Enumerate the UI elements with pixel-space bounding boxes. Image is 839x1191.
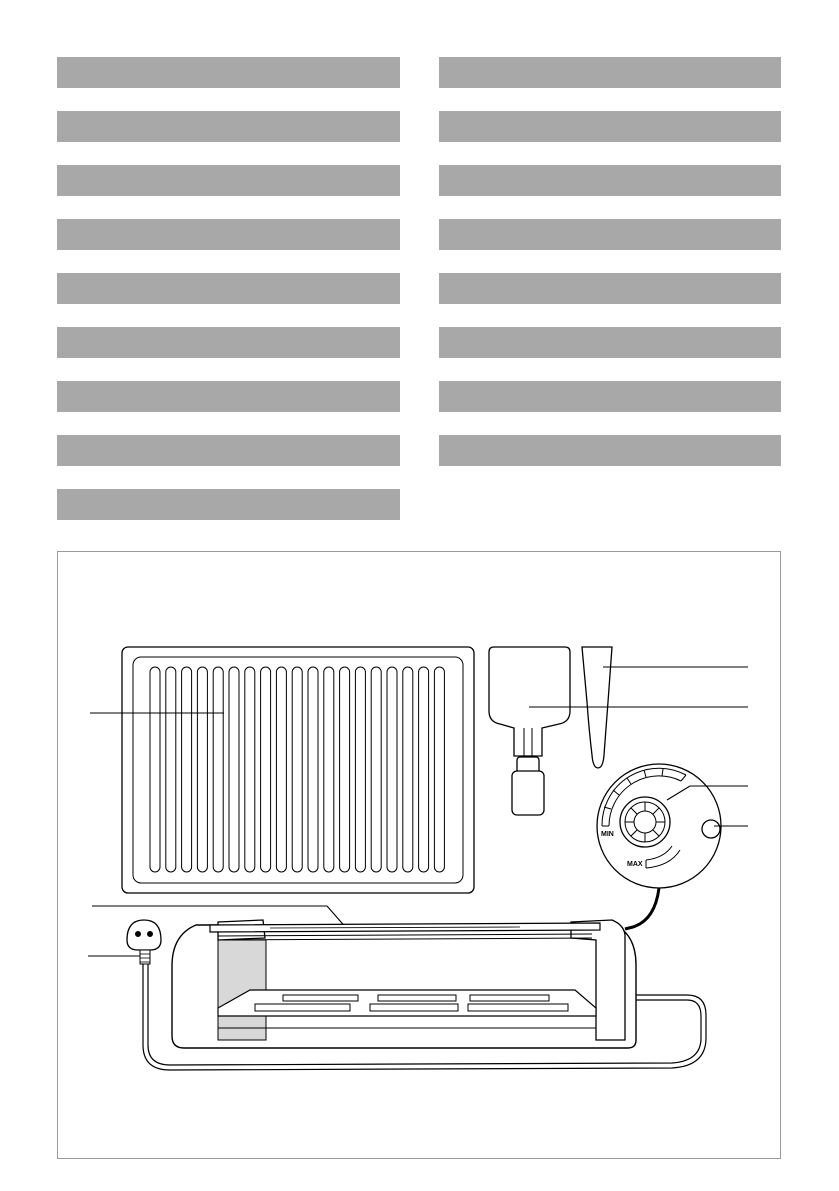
raclette-unit [127, 920, 706, 1070]
grill-plate [122, 647, 474, 893]
raclette-pan [489, 647, 570, 815]
dial-max-label: MAX [627, 861, 643, 868]
thermostat-dial-detail [597, 764, 721, 929]
dial-min-label: MIN [601, 831, 614, 838]
